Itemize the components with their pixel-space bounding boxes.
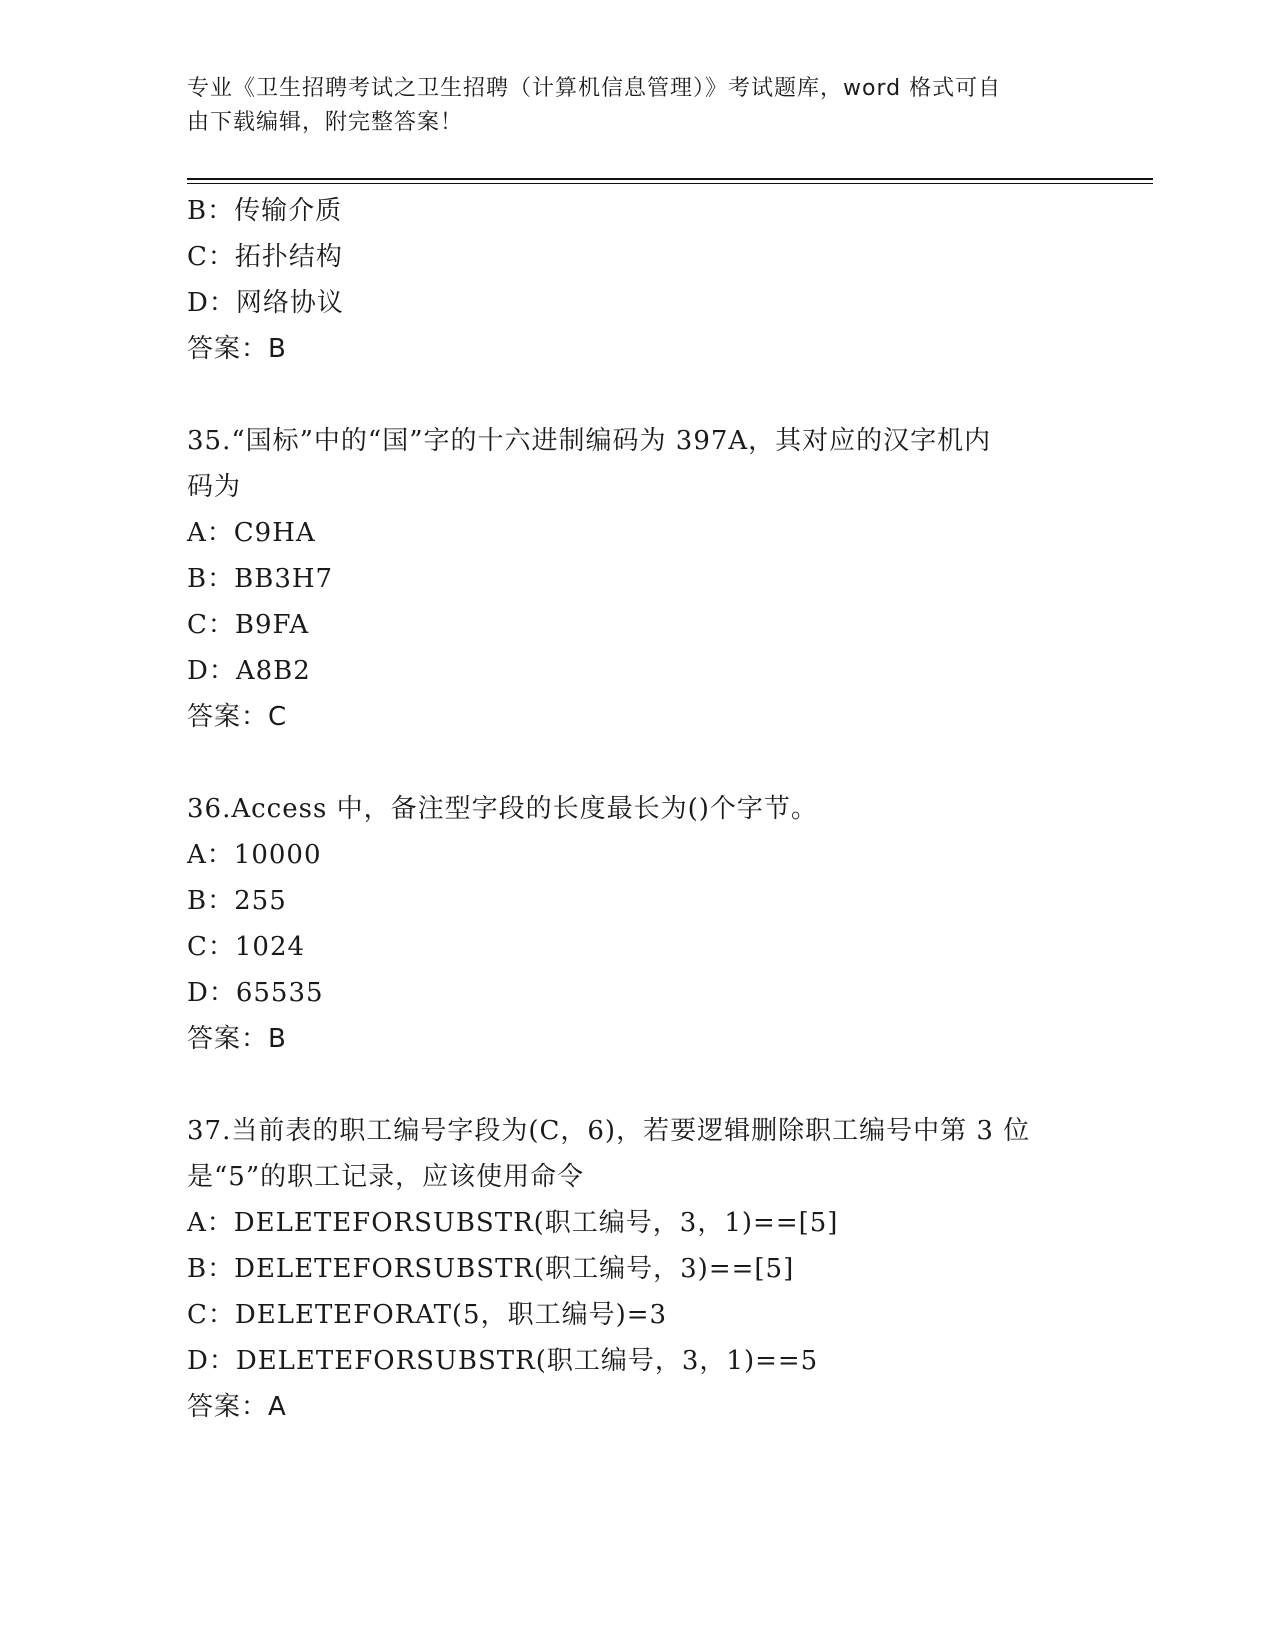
- question-text-line: 36.Access 中，备注型字段的长度最长为()个字节。: [187, 794, 818, 824]
- option-a: A：10000: [187, 840, 322, 870]
- answer-line: 答案：C: [187, 702, 288, 732]
- spacer: [187, 1062, 1087, 1108]
- spacer: [187, 372, 1087, 418]
- question-35: [187, 418, 1087, 740]
- header-rule-thin: [187, 183, 1153, 184]
- option-d: D：65535: [187, 978, 324, 1008]
- option-b: B：传输介质: [187, 196, 343, 226]
- option-d: D：DELETEFORSUBSTR(职工编号，3，1)==5: [187, 1346, 819, 1376]
- question-content: [187, 188, 1087, 1430]
- header-rule-thick: [187, 178, 1153, 180]
- option-b: B：255: [187, 886, 287, 916]
- question-text-line: 码为: [187, 472, 242, 502]
- header-line-1: 专业《卫生招聘考试之卫生招聘（计算机信息管理）》考试题库，word 格式可自: [187, 76, 1002, 101]
- option-b: B：BB3H7: [187, 564, 334, 594]
- option-d: D：A8B2: [187, 656, 311, 686]
- option-c: C：B9FA: [187, 610, 310, 640]
- option-a: A：DELETEFORSUBSTR(职工编号，3，1)==[5]: [187, 1208, 839, 1238]
- document-header: [187, 72, 1087, 140]
- question-text-line: 35.“国标”中的“国”字的十六进制编码为 397A，其对应的汉字机内: [187, 426, 992, 456]
- option-a: A：C9HA: [187, 518, 316, 548]
- option-c: C：1024: [187, 932, 306, 962]
- question-36: [187, 786, 1087, 1062]
- answer-line: 答案：B: [187, 334, 287, 364]
- question-text-line: 是“5”的职工记录，应该使用命令: [187, 1162, 585, 1192]
- option-c: C：DELETEFORAT(5，职工编号)=3: [187, 1300, 668, 1330]
- option-d: D：网络协议: [187, 288, 344, 318]
- answer-line: 答案：B: [187, 1024, 287, 1054]
- spacer: [187, 740, 1087, 786]
- question-text-line: 37.当前表的职工编号字段为(C，6)，若要逻辑删除职工编号中第 3 位: [187, 1116, 1031, 1146]
- prev-question-block: [187, 188, 1087, 372]
- question-37: [187, 1108, 1087, 1430]
- header-line-2: 由下载编辑，附完整答案！: [187, 110, 464, 135]
- option-b: B：DELETEFORSUBSTR(职工编号，3)==[5]: [187, 1254, 795, 1284]
- answer-line: 答案：A: [187, 1392, 287, 1422]
- option-c: C：拓扑结构: [187, 242, 343, 272]
